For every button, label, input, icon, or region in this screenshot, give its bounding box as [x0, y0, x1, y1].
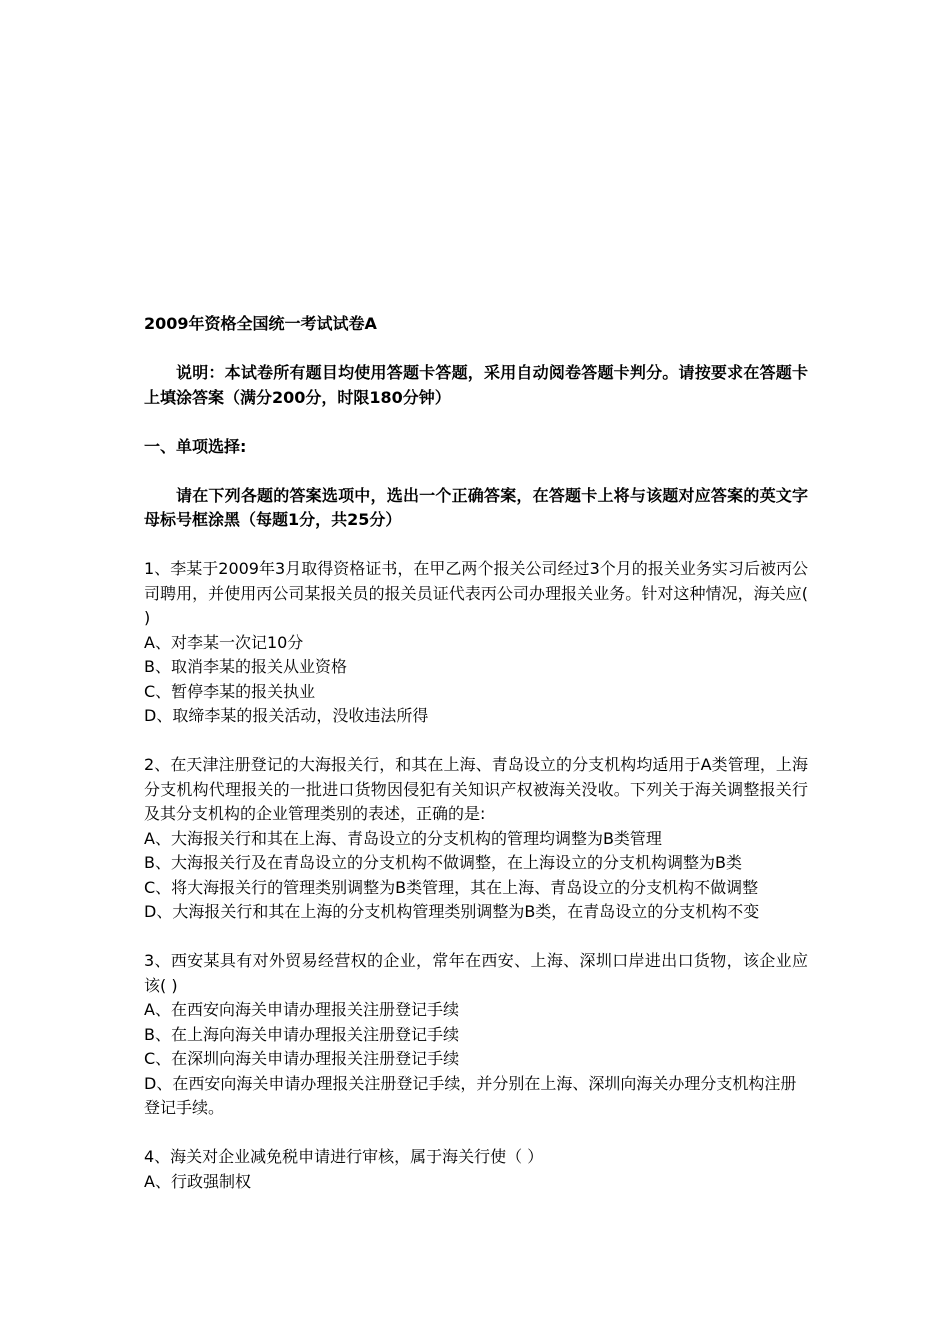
question-2: [144, 753, 808, 925]
question-1: [144, 557, 808, 729]
option-b: B、取消李某的报关从业资格: [144, 657, 347, 676]
question-stem: 1、李某于2009年3月取得资格证书，在甲乙两个报关公司经过3个月的报关业务实习后被丙公司聘用，并使用丙公司某报关员的报关员证代表丙公司办理报关业务。针对这种情况，海关应( ): [144, 559, 808, 627]
option-a: A、在西安向海关申请办理报关注册登记手续: [144, 1000, 459, 1019]
option-d: D、大海报关行和其在上海的分支机构管理类别调整为B类，在青岛设立的分支机构不变: [144, 902, 760, 921]
spacer: [144, 729, 808, 754]
spacer: [144, 459, 808, 484]
question-4: [144, 1145, 808, 1194]
document-title: 2009年资格全国统一考试试卷A: [144, 314, 377, 333]
option-a: A、大海报关行和其在上海、青岛设立的分支机构的管理均调整为B类管理: [144, 828, 662, 848]
question-stem: 3、西安某具有对外贸易经营权的企业，常年在西安、上海、深圳口岸进出口货物，该企业应该( ): [144, 951, 808, 995]
option-a: A、对李某一次记10分: [144, 632, 304, 652]
exam-instructions: 说明：本试卷所有题目均使用答题卡答题，采用自动阅卷答题卡判分。请按要求在答题卡上填涂答案（满分200分，时限180分钟）: [144, 363, 808, 407]
option-d: D、在西安向海关申请办理报关注册登记手续，并分别在上海、深圳向海关办理分支机构注册登记手续。: [144, 1073, 797, 1117]
option-b: B、在上海向海关申请办理报关注册登记手续: [144, 1024, 459, 1044]
option-d: D、取缔李某的报关活动，没收违法所得: [144, 706, 429, 725]
spacer: [144, 925, 808, 950]
question-3: [144, 949, 808, 1121]
section-instruction: 请在下列各题的答案选项中，选出一个正确答案，在答题卡上将与该题对应答案的英文字母标号框涂黑（每题1分，共25分）: [144, 485, 808, 529]
spacer: [144, 337, 808, 362]
document-page: [144, 312, 808, 1194]
option-c: C、暂停李某的报关执业: [144, 681, 316, 701]
option-a: A、行政强制权: [144, 1171, 251, 1191]
option-b: B、大海报关行及在青岛设立的分支机构不做调整，在上海设立的分支机构调整为B类: [144, 853, 742, 872]
question-stem: 4、海关对企业减免税申请进行审核，属于海关行使（ ）: [144, 1147, 544, 1166]
option-c: C、将大海报关行的管理类别调整为B类管理，其在上海、青岛设立的分支机构不做调整: [144, 877, 759, 897]
section-heading: 一、单项选择:: [144, 436, 247, 456]
spacer: [144, 410, 808, 435]
spacer: [144, 1121, 808, 1146]
question-stem: 2、在天津注册登记的大海报关行，和其在上海、青岛设立的分支机构均适用于A类管理，上海分支机构代理报关的一批进口货物因侵犯有关知识产权被海关没收。下列关于海关调整报关行及其分支机构的企业管理类别的表述，正确的是:: [144, 755, 808, 823]
spacer: [144, 533, 808, 558]
option-c: C、在深圳向海关申请办理报关注册登记手续: [144, 1049, 460, 1068]
